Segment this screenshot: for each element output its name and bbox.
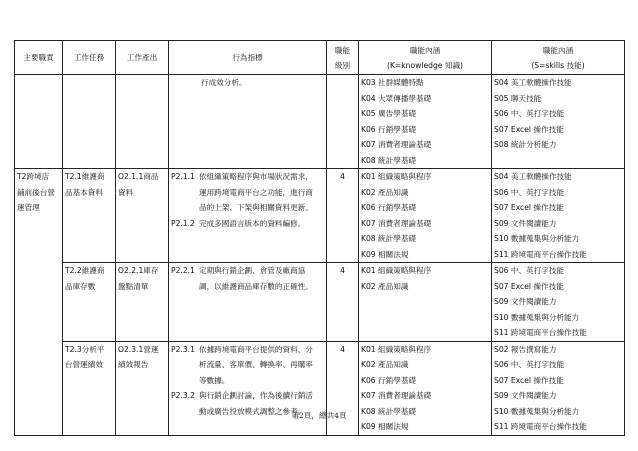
indicator-item: P2.3.2 與行銷企劃討論，作為後續行銷活 動或廣告投放模式調整之參考。 [171,391,313,416]
indicator-item: P2.1.1 依組織策略程序與市場狀況需求， 運用跨境電商平台之功能，進行商 品的上架、下架與相關資料更新。 [171,172,313,212]
level-cell: 4 [327,341,359,435]
knowledge-cell: K01 組織策略與程序 K02 產品知識 K06 行銷學基礎 K07 消費者理論基礎 K08 統計學基礎 K09 相關法規 [359,169,492,263]
header-skills: 職能內涵 (S=skills 技能) [492,41,625,75]
knowledge-cell: K01 組織策略與程序 K02 產品知識 K06 行銷學基礎 K07 消費者理論基礎 K08 統計學基礎 K09 相關法規 [359,341,492,435]
header-task: 工作任務 [63,41,116,75]
output-cell: O2.1.1商品 資料 [116,169,169,263]
header-knowledge: 職能內涵 (K=knowledge 知識) [359,41,492,75]
table-row [15,263,625,342]
task-cell: T2.3分析平 台營運績效 [63,341,116,435]
indicator-cell [169,169,327,263]
task-cell: T2.1維護商 品基本資料 [63,169,116,263]
header-row [15,41,625,75]
output-cell: O2.3.1營運 績效報告 [116,341,169,435]
continued-output-cell [116,75,169,169]
skills-cell: S02 報告撰寫能力 S06 中、英打字技能 S07 Excel 操作技能 S09 文件閱讀能力 S10 數據蒐集與分析能力 S11 跨境電商平台操作技能 [492,341,625,435]
continued-level-cell [327,75,359,169]
knowledge-cell: K01 組織策略與程序 K02 產品知識 [359,263,492,342]
indicator-cell [169,263,327,342]
header-indicator: 行為指標 [169,41,327,75]
continued-skills-cell: S04 美工軟體操作技能 S05 聊天技能 S06 中、英打字技能 S07 Excel 操作技能 S08 統計分析能力 [492,75,625,169]
page-footer: 第2頁，總共4頁 [291,411,347,420]
competency-table [14,40,625,436]
skills-cell: S04 美工軟體操作技能 S06 中、英打字技能 S07 Excel 操作技能 S09 文件閱讀能力 S10 數據蒐集與分析能力 S11 跨境電商平台操作技能 [492,169,625,263]
continued-task-cell [63,75,116,169]
indicator-item: P2.2.1 定期與行銷企劃、倉管及廠商協 調，以維護商品庫存數的正確性。 [171,266,313,291]
header-output: 工作產出 [116,41,169,75]
output-cell: O2.2.1庫存 盤點清單 [116,263,169,342]
level-cell: 4 [327,169,359,263]
level-cell: 4 [327,263,359,342]
header-duty: 主要職責 [15,41,63,75]
indicator-item: P2.1.2 完成多國語言版本的資料編修。 [171,218,306,228]
table-row [15,169,625,263]
header-level: 職能 級別 [327,41,359,75]
duty-cell: T2跨境店 鋪前後台營 運管理 [15,169,63,436]
task-cell: T2.2維護商 品庫存數 [63,263,116,342]
continued-duty-cell [15,75,63,169]
continued-knowledge-cell: K03 社群媒體特點 K04 大眾傳播學基礎 K05 廣告學基礎 K06 行銷學基礎 K07 消費者理論基礎 K08 統計學基礎 [359,75,492,169]
continued-row [15,75,625,169]
indicator-item: P2.3.1 依據跨境電商平台提供的資料，分 析流量、客單價、轉換率、再購率 等數據。 [171,344,313,385]
continued-indicator-cell: 行成效分析。 [169,75,327,169]
skills-cell: S06 中、英打字技能 S07 Excel 操作技能 S09 文件閱讀能力 S10 數據蒐集與分析能力 S11 跨境電商平台操作技能 [492,263,625,342]
document-page [14,40,624,436]
